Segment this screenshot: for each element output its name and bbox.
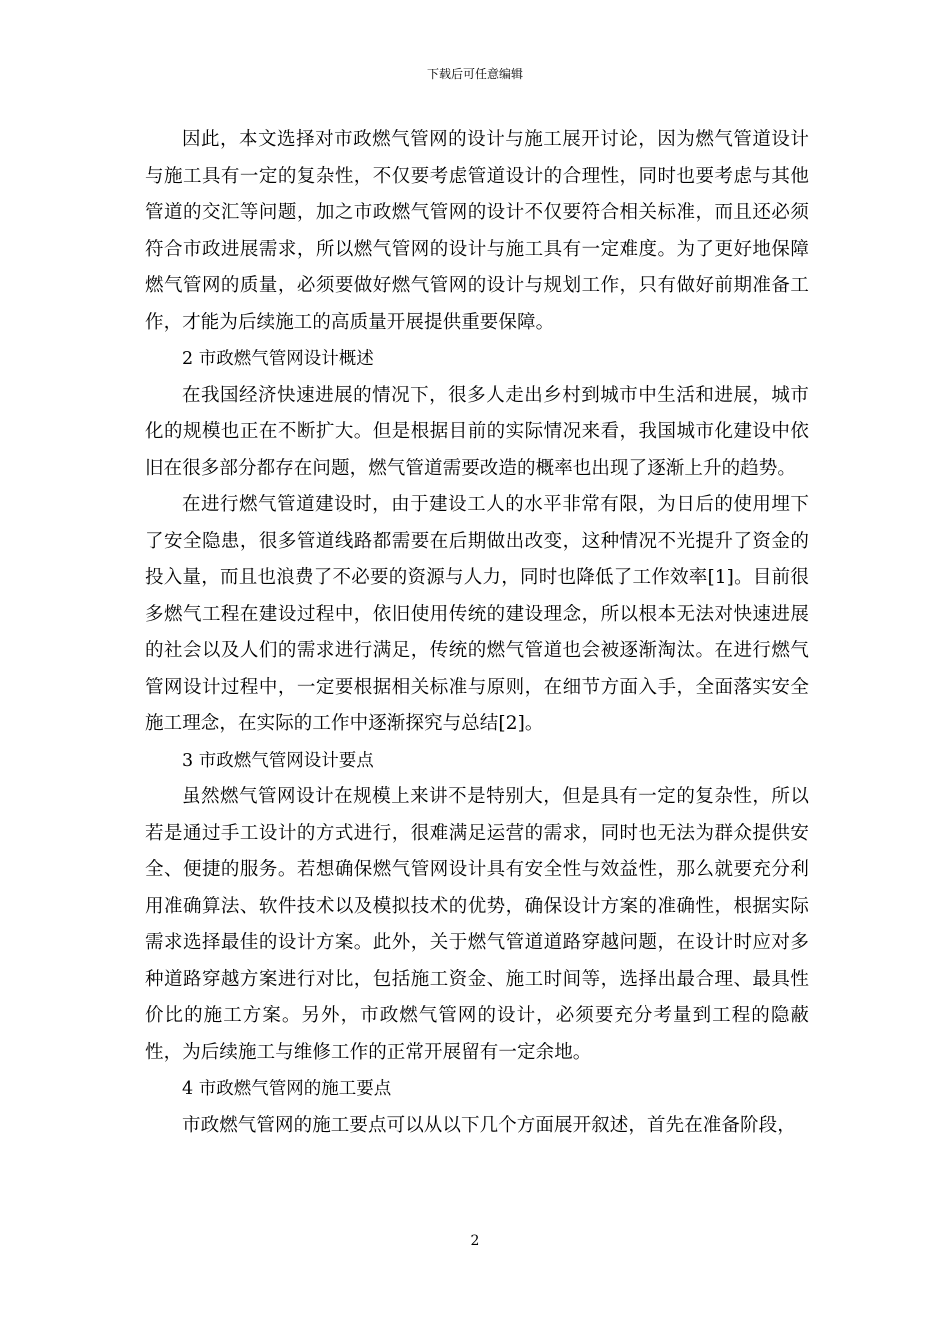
document-body xyxy=(145,122,809,1144)
page-number: 2 xyxy=(470,1233,480,1249)
paragraph: 市政燃气管网的施工要点可以从以下几个方面展开叙述，首先在准备阶段， xyxy=(182,1114,796,1136)
paragraph: 虽然燃气管网设计在规模上来讲不是特别大，但是具有一定的复杂性，所以若是通过手工设计的方式进行，很难满足运营的需求，同时也无法为群众提供安全、便捷的服务。若想确保燃气管网设计具有安全性与效益性，那么就要充分利用准确算法、软件技术以及模拟技术的优势，确保设计方案的准确性，根据实际需求选择最佳的设计方案。此外，关于燃气管道道路穿越问题，在设计时应对多种道路穿越方案进行对比，包括施工资金、施工时间等，选择出最合理、最具性价比的施工方案。另外，市政燃气管网的设计，必须要充分考量到工程的隐蔽性，为后续施工与维修工作的正常开展留有一定余地。 xyxy=(145,786,809,1063)
paragraph: 在进行燃气管道建设时，由于建设工人的水平非常有限，为日后的使用埋下了安全隐患，很多管道线路都需要在后期做出改变，这种情况不光提升了资金的投入量，而且也浪费了不必要的资源与人力，同时也降低了工作效率[1]。目前很多燃气工程在建设过程中，依旧使用传统的建设理念，所以根本无法对快速进展的社会以及人们的需求进行满足，传统的燃气管道也会被逐渐淘汰。在进行燃气管网设计过程中，一定要根据相关标准与原则，在细节方面入手，全面落实安全施工理念，在实际的工作中逐渐探究与总结[2]。 xyxy=(145,494,809,734)
section-heading: 4 市政燃气管网的施工要点 xyxy=(182,1079,392,1099)
section-heading: 2 市政燃气管网设计概述 xyxy=(182,349,374,369)
paragraph: 因此，本文选择对市政燃气管网的设计与施工展开讨论，因为燃气管道设计与施工具有一定的复杂性，不仅要考虑管道设计的合理性，同时也要考虑与其他管道的交汇等问题，加之市政燃气管网的设计不仅要符合相关标准，而且还必须符合市政进展需求，所以燃气管网的设计与施工具有一定难度。为了更好地保障燃气管网的质量，必须要做好燃气管网的设计与规划工作，只有做好前期准备工作，才能为后续施工的高质量开展提供重要保障。 xyxy=(145,129,809,333)
section-heading: 3 市政燃气管网设计要点 xyxy=(182,750,374,771)
page-header: 下载后可任意编辑 xyxy=(426,67,523,81)
paragraph: 在我国经济快速进展的情况下，很多人走出乡村到城市中生活和进展，城市化的规模也正在不断扩大。但是根据目前的实际情况来看，我国城市化建设中依旧在很多部分都存在问题，燃气管道需要改造的概率也出现了逐渐上升的趋势。 xyxy=(145,384,809,479)
